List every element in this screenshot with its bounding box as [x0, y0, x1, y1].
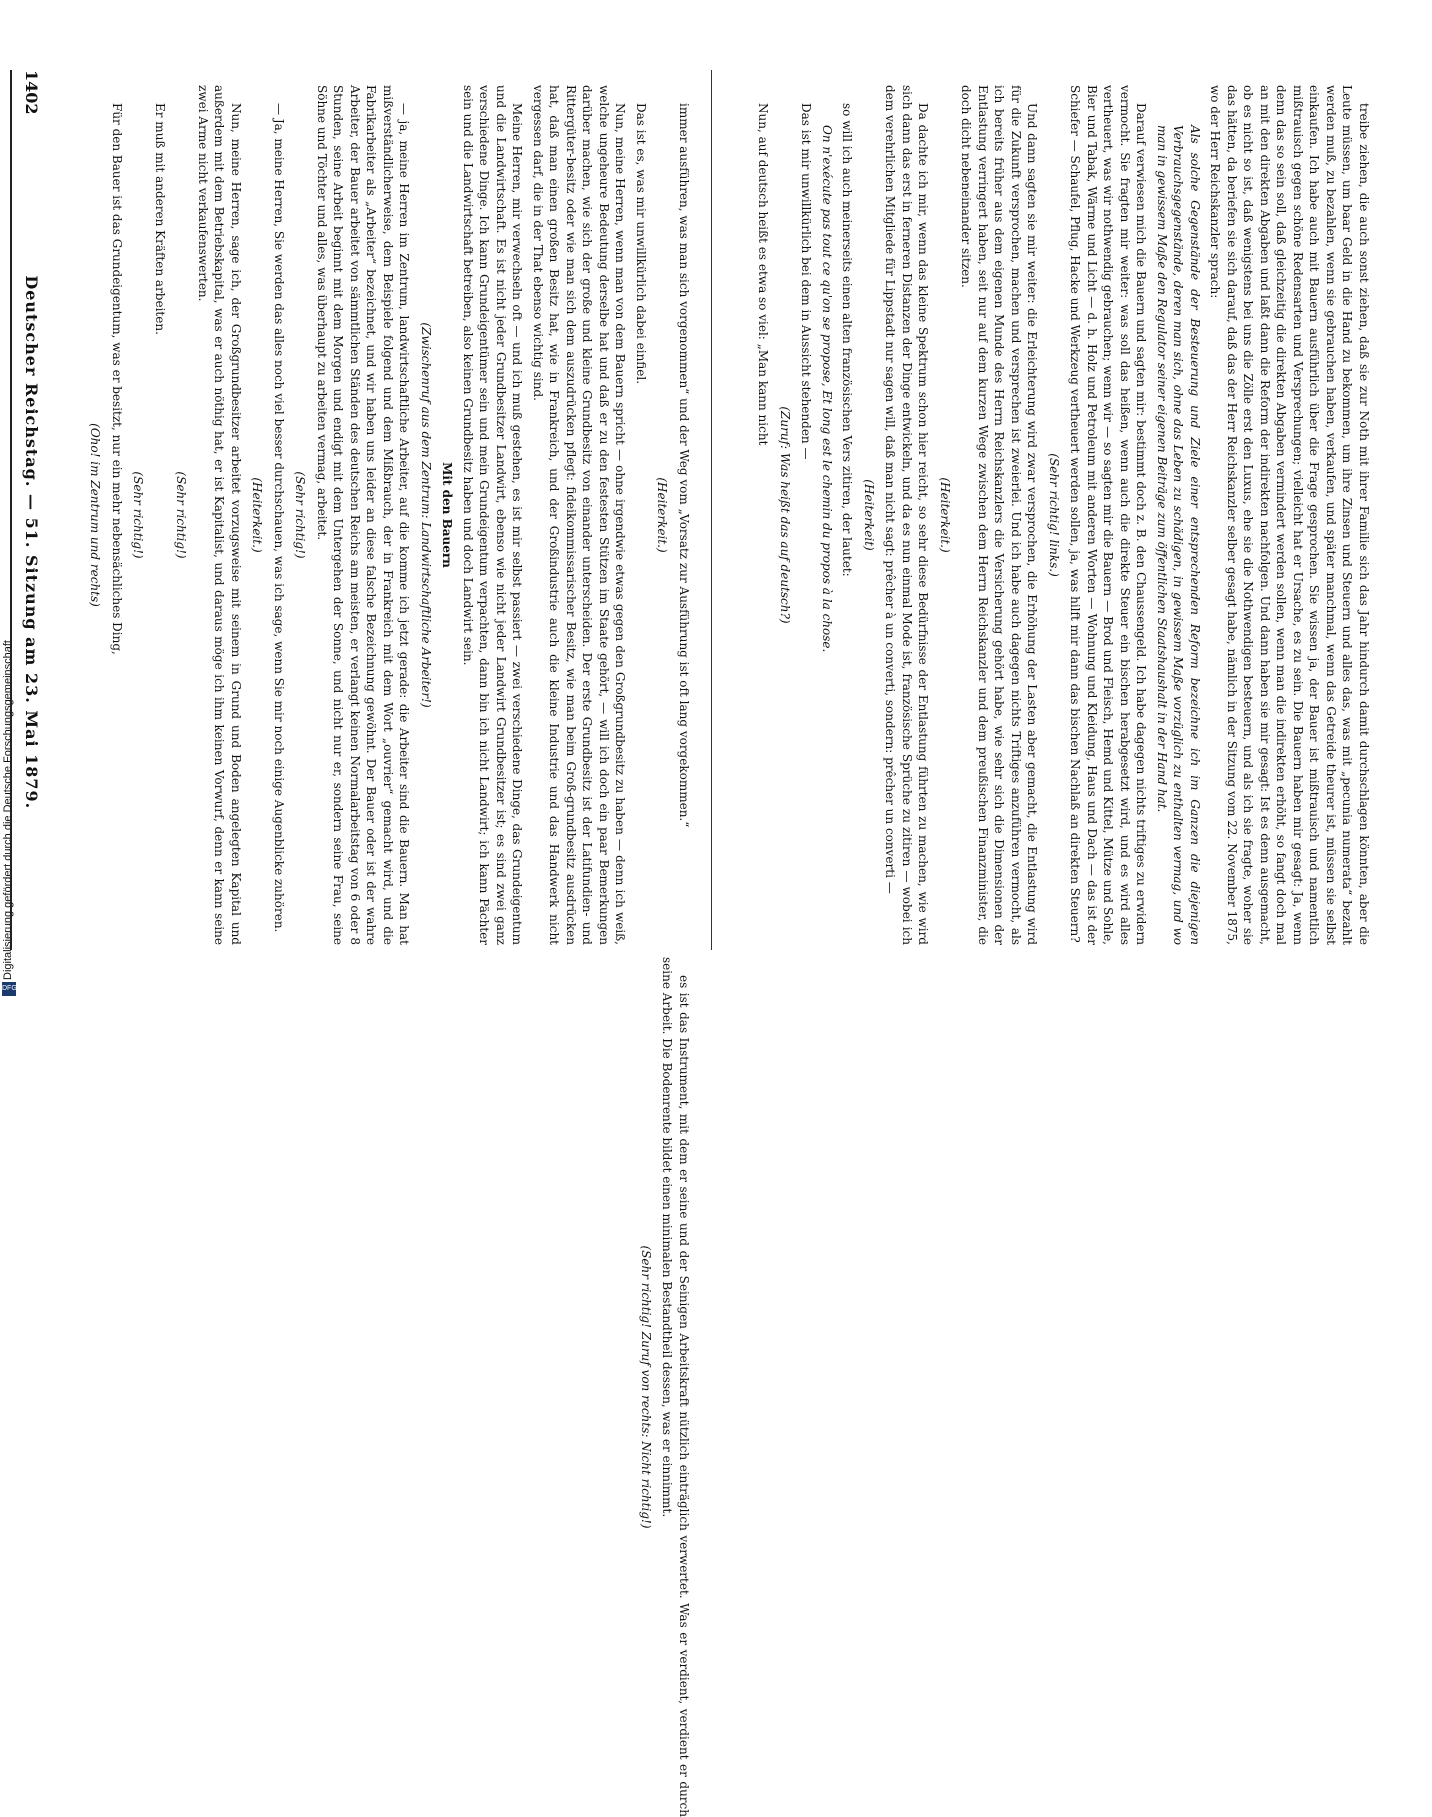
- interjection: (Sehr richtig! links.): [1047, 453, 1061, 577]
- interjection: (Heiterkeit.): [655, 477, 670, 553]
- paragraph: Meine Herren, mir verwechseln oft — und ich muß gestehen, es ist mir selbst passiert — zwei verschiedene Dinge, das Grundeigentum und die Landwirtschaft. Es ist nicht jeder Grundbesitzer Landwirt, ebenso wie nicht jeder Landwirt Grundbesitzer ist; es sind zwei ganz verschiedene Dinge. Ich kann Grundeigentümer sein und mein Grundeigentum verpachten, dann bin ich nicht Landwirt; ich kann Pächter sein und die Landwirtschaft betreiben, also keinen Grundbesitz haben und doch Landwirt sein.: [461, 85, 525, 945]
- interjection: (Sehr richtig!): [131, 471, 146, 559]
- interjection: (Sehr richtig!): [174, 471, 189, 559]
- paragraph: Als solche Gegenstände der Besteuerung und Ziele einer entsprechenden Reform bezeichne ich im Ganzen die diejenigen Verbrauchsgegenstände, deren man sich, ohne das Leben zu schädigen, in gewissem Maße vorzüglich zu enthalten vermag, und wo man in gewissem Maße den Regulator seiner eigenen Beiträge zum öffentlichen Staatshaushalt in der Hand hat.: [1155, 125, 1202, 945]
- paragraph: Da dachte ich mir, wenn das kleine Spektrum schon hier reicht, so sehr diese Bedürfnisse der Entlastung führten zu machen, wie wird sich dann das erst in ferneren Distanzen der Dinge entwickeln, und da es nun einmal Mode ist, französische Sprüche zu zitiren — wobei ich dem verehrlichen Mitgliede für Lippstadt nur sagen will, daß man nicht sagt: prêcher à un converti, sondern: prêcher un converti —: [883, 85, 931, 945]
- paragraph: Für den Bauer ist das Grundeigentum, was er besitzt, nur ein mehr nebensächliches Ding,: [110, 103, 124, 655]
- interjection: (Heiterkeit): [862, 479, 876, 551]
- paragraph: Das ist es, was mir unwillkürlich dabei einfiel.: [634, 103, 648, 385]
- interjection: (Sehr richtig! Zuruf von rechts: Nicht richtig!): [639, 1245, 653, 1529]
- interjection: (Sehr richtig!): [293, 471, 308, 559]
- paragraph: treibe ziehen, die auch sonst ziehen, daß sie zur Noth mit ihrer Familie sich das Jahr hindurch damit durchschlagen könnten, aber die Leute müssen, um baar Geld in die Hand zu bekommen, um ihre Zinsen und Steuern und alles das, was mit „pecunia numerata“ bezahlt werden muß, zu bezahlen, wenn sie gebrauchen haben, verkaufen, und später manchmal, wenn das Getreide theurer ist, müssen sie selbst einkaufen. Ich habe auch mit Bauern ausführlich über die Frage gesprochen. Sie wissen ja, der Bauer ist mißtrauisch und namentlich mißtrauisch gegen schöne Redensarten und Versprechungen; vielleicht hat er Ursache, es zu sein. Die Bauern haben mir gesagt: Ja, wenn denn das so sein soll, daß gleichzeitig die direkten Abgaben vermindert werden sollen, wenn man die indirekten erhöht, so fangt doch mal an mit den direkten Abgaben und laßt dann die Reform der indirekten nachfolgen. Und dann haben sie mir gesagt: Ist es denn ausgemacht, ob es nicht so ist, daß wenigstens bei uns die Zölle erst den Luxus, ehe sie die Nothwendigen besteuern, und als ich sie fragte, woher sie das hätten, da beriefen sie sich darauf, daß das der Herr Reichskanzler selber gesagt habe, nämlich in der Sitzung vom 22. November 1875, wo der Herr Reichskanzler sprach:: [1208, 85, 1371, 945]
- paragraph: Darauf verwiesen mich die Bauern und sagten mir: bestimmt doch z. B. den Chaussengeld. Ich habe dagegen nichts triftiges zu erwidern vermocht. Sie fragten mir weiter: was soll das heißen, wenn auch die direkte Steuer ein bischen herabgesetzt wird, und es wird alles vertheuert, was wir nothwendig gebrauchen; wenn wir — so sagten mir die Bauern — Brod und Fleisch, Hemd und Kittel, Mütze und Sohle, Bier und Tabak, Wärme und Licht — d. h. Holz und Petroleum mit anderen Worten — Wohnung und Kleidung, Haus und Dach — das ist der Schiefer — Schaufel, Pflug, Hacke und Werkzeug vertheuert werden sollen, ja, was hilft mir dann das bischen Nachlaß an direkten Steuern?: [1068, 85, 1149, 945]
- column-divider: [711, 70, 712, 950]
- dfg-logo: DFG: [2, 982, 16, 996]
- paragraph: On n'exécute pas tout ce qu'on se propose, Et long est le chemin du propos à la chose.: [820, 125, 834, 653]
- paragraph: Nun, meine Herren, sage ich, der Großgrundbesitzer arbeitet vorzugsweise mit seinem in Grund und Boden angelegten Kapital und außerdem mit dem Betriebskapital, was er auch nöthig hat, er ist Kapitalist, und daraus möge ich ihm keinen Vorwurf, denn er kann seine zwei Arme nicht verkaufenswerten.: [196, 85, 243, 945]
- section-heading: Mit den Bauern: [440, 462, 455, 568]
- right-column: [62, 85, 692, 1817]
- paragraph: Nun, meine Herren, wenn man von dem Bauern spricht — ohne irgendwie etwas gegen den Großgrundbesitz zu haben — denn ich weiß, welche ungeheure Bedeutung derselbe hat und daß er zu den festesten Stützen im Staate gehört, — will ich doch ein paar Bemerkungen darüber machen, wie sich der große und kleine Grundbesitz von einander unterscheiden. Der erste Grundbesitz ist der Latifundien- und Rittergüter-besitz oder wie man sich dem auszudrücken pflegt: fideikommissarischer Besitz, wie man beim Groß-grundbesitz ausdrücken hat, daß man einen großen Besitz hat, wie in Frankreich, und der Großindustrie auch die kleine Industrie und das Handwerk nicht vergessen darf, die in der That ebenso wichtig sind.: [531, 85, 628, 945]
- paragraph: immer ausführen, was man sich vorgenommen“ und der Weg vom „Vorsatz zur Ausführung ist oft lang vorgekommen.“: [677, 103, 691, 828]
- paragraph: Und dann sagten sie mir weiter: die Erleichterung wird zwar versprochen, die Erhöhung der Lasten aber gemacht, die Entlastung wird für die Zukunft versprochen, machen und versprechen ist zweierlei. Und ich habe auch dagegen nichts Triftiges anzuführen vermocht, als ich bereits früher aus dem eigenen Munde des Herrn Reichskanzlers die Versicherung gehört habe, wie sehr sich die Dimensionen der Entlastung verringert haben, seit nur auf dem kurzen Wege zwischen dem Herrn Reichskanzler und dem preußischen Finanzminister, die doch dicht nebeneinander sitzen.: [959, 85, 1040, 945]
- paragraph: Er muß mit anderen Kräften arbeiten.: [153, 103, 167, 335]
- interjection: (Zuruf: Was heißt das auf deutsch?): [778, 406, 792, 624]
- paragraph: es ist das Instrument, mit dem er seine und der Seinigen Arbeitskraft nützlich einträglich verwertet. Was er verdient, verdient er durch seine Arbeit. Die Bodenrente bildet einen minimalen Bestandtheil dessen, was er einnimmt.: [660, 957, 691, 1817]
- left-column: [722, 85, 1372, 945]
- paragraph: — Ja, meine Herren, Sie werden das alles noch viel besser durchschauen, was ich sage, wenn Sie mir noch einige Augenblicke zuhören.: [272, 103, 286, 933]
- interjection: (Heiterkeit.): [938, 477, 952, 553]
- paragraph: — ja, meine Herren im Zentrum, landwirtschaftliche Arbeiter, auf die komme ich jetzt gerade: die Arbeiter sind die Bauern. Man hat mißverständlicherweise, dem Beispiele folgend und dem Mißbrauch, der in Frankreich mit dem Wort „ouvrier“ gemacht wird, und die Fabrikarbeiter als „Arbeiter“ bezeichnet, und wir haben uns leider an diese falsche Bezeichnung gewöhnt. Der Bauer oder ist der wahre Arbeiter, der Bauer arbeitet von sämmtlichen Ständen des deutschen Reichs am meisten, er verlangt keinen Normalarbeitstag von 6 oder 8 Stunden, seine Arbeit beginnt mit dem Morgen und endigt mit dem Untergehen der Sonne, und nicht nur er, sondern seine Frau, seine Söhne und Töchter und alles, was überhaupt zu arbeiten vermag, arbeitet.: [315, 85, 412, 945]
- paragraph: Nun, auf deutsch heißt es etwa so viel: „Man kann nicht: [756, 103, 771, 446]
- paragraph: so will ich auch meinerseits einen alten französischen Vers zitiren, der lautet:: [840, 103, 855, 577]
- page-number: 1402: [22, 70, 42, 115]
- paragraph: Das ist mir unwillkürlich bei dem in Aussicht stehenden —: [799, 103, 814, 460]
- page-header: [10, 70, 52, 950]
- credit-text: Digitalisierung gefördert durch die Deutsche Forschungsgemeinschaft: [2, 640, 14, 980]
- interjection: (Heiterkeit.): [250, 477, 265, 553]
- interjection: (Zwischenruf aus dem Zentrum: Landwirtschaftliche Arbeiter!): [419, 322, 433, 708]
- page-title: Deutscher Reichstag. — 51. Sitzung am 23. Mai 1879.: [22, 275, 42, 810]
- interjection: (Oho! im Zentrum und rechts): [88, 423, 103, 607]
